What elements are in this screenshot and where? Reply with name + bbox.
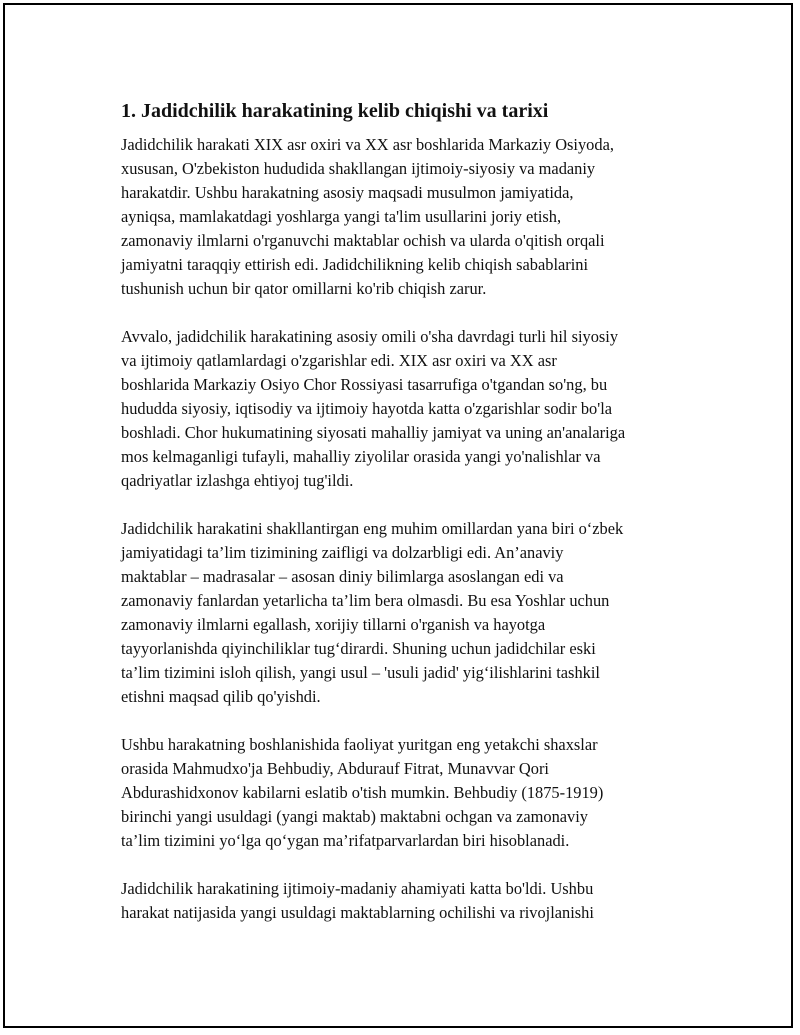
paragraph-4 [121, 733, 721, 853]
page-frame [3, 3, 793, 1028]
paragraph-5 [121, 877, 721, 925]
text-line: Jadidchilik harakatining ijtimoiy-madaniy ahamiyati katta bo'ldi. Ushbu [121, 879, 594, 898]
text-line: ayniqsa, mamlakatdagi yoshlarga yangi ta'lim usullarini joriy etish, [121, 207, 562, 226]
document-body [121, 97, 721, 949]
paragraph-3 [121, 517, 721, 709]
text-line: Abdurashidxonov kabilarni eslatib o'tish mumkin. Behbudiy (1875-1919) [121, 783, 604, 802]
text-line: qadriyatlar izlashga ehtiyoj tug'ildi. [121, 471, 354, 490]
text-line: ta’lim tizimini isloh qilish, yangi usul – 'usuli jadid' yig‘ilishlarini tashkil [121, 663, 600, 682]
text-line: xususan, O'zbekiston hududida shakllangan ijtimoiy-siyosiy va madaniy [121, 159, 596, 178]
text-line: boshlarida Markaziy Osiyo Chor Rossiyasi tasarrufiga o'tgandan so'ng, bu [121, 375, 608, 394]
text-line: jamiyatni taraqqiy ettirish edi. Jadidchilikning kelib chiqish sabablarini [121, 255, 589, 274]
text-line: Avvalo, jadidchilik harakatining asosiy omili o'sha davrdagi turli hil siyosiy [121, 327, 619, 346]
text-line: zamonaviy ilmlarni o'rganuvchi maktablar ochish va ularda o'qitish orqali [121, 231, 605, 250]
text-line: birinchi yangi usuldagi (yangi maktab) maktabni ochgan va zamonaviy [121, 807, 588, 826]
text-line: tayyorlanishda qiyinchiliklar tug‘dirardi. Shuning uchun jadidchilar eski [121, 639, 596, 658]
text-line: ta’lim tizimini yo‘lga qo‘ygan ma’rifatparvarlardan biri hisoblanadi. [121, 831, 570, 850]
text-line: Jadidchilik harakatini shakllantirgan eng muhim omillardan yana biri o‘zbek [121, 519, 624, 538]
text-line: va ijtimoiy qatlamlardagi o'zgarishlar edi. XIX asr oxiri va XX asr [121, 351, 557, 370]
text-line: Jadidchilik harakati XIX asr oxiri va XX asr boshlarida Markaziy Osiyoda, [121, 135, 614, 154]
paragraph-2 [121, 325, 721, 493]
text-line: boshladi. Chor hukumatining siyosati mahalliy jamiyat va uning an'analariga [121, 423, 626, 442]
text-line: zamonaviy fanlardan yetarlicha ta’lim bera olmasdi. Bu esa Yoshlar uchun [121, 591, 610, 610]
text-line: mos kelmaganligi tufayli, mahalliy ziyolilar orasida yangi yo'nalishlar va [121, 447, 601, 466]
text-line: zamonaviy ilmlarni egallash, xorijiy tillarni o'rganish va hayotga [121, 615, 546, 634]
text-line: jamiyatidagi ta’lim tizimining zaifligi va dolzarbligi edi. An’anaviy [121, 543, 564, 562]
text-line: orasida Mahmudxo'ja Behbudiy, Abdurauf Fitrat, Munavvar Qori [121, 759, 549, 778]
text-line: tushunish uchun bir qator omillarni ko'rib chiqish zarur. [121, 279, 487, 298]
paragraph-1 [121, 133, 721, 301]
text-line: harakat natijasida yangi usuldagi maktablarning ochilishi va rivojlanishi [121, 903, 594, 922]
text-line: hududda siyosiy, iqtisodiy va ijtimoiy hayotda katta o'zgarishlar sodir bo'la [121, 399, 613, 418]
text-line: harakatdir. Ushbu harakatning asosiy maqsadi musulmon jamiyatida, [121, 183, 574, 202]
text-line: Ushbu harakatning boshlanishida faoliyat yuritgan eng yetakchi shaxslar [121, 735, 598, 754]
section-title: 1. Jadidchilik harakatining kelib chiqishi va tarixi [121, 100, 549, 122]
text-line: maktablar – madrasalar – asosan diniy bilimlarga asoslangan edi va [121, 567, 564, 586]
text-line: etishni maqsad qilib qo'yishdi. [121, 687, 321, 706]
